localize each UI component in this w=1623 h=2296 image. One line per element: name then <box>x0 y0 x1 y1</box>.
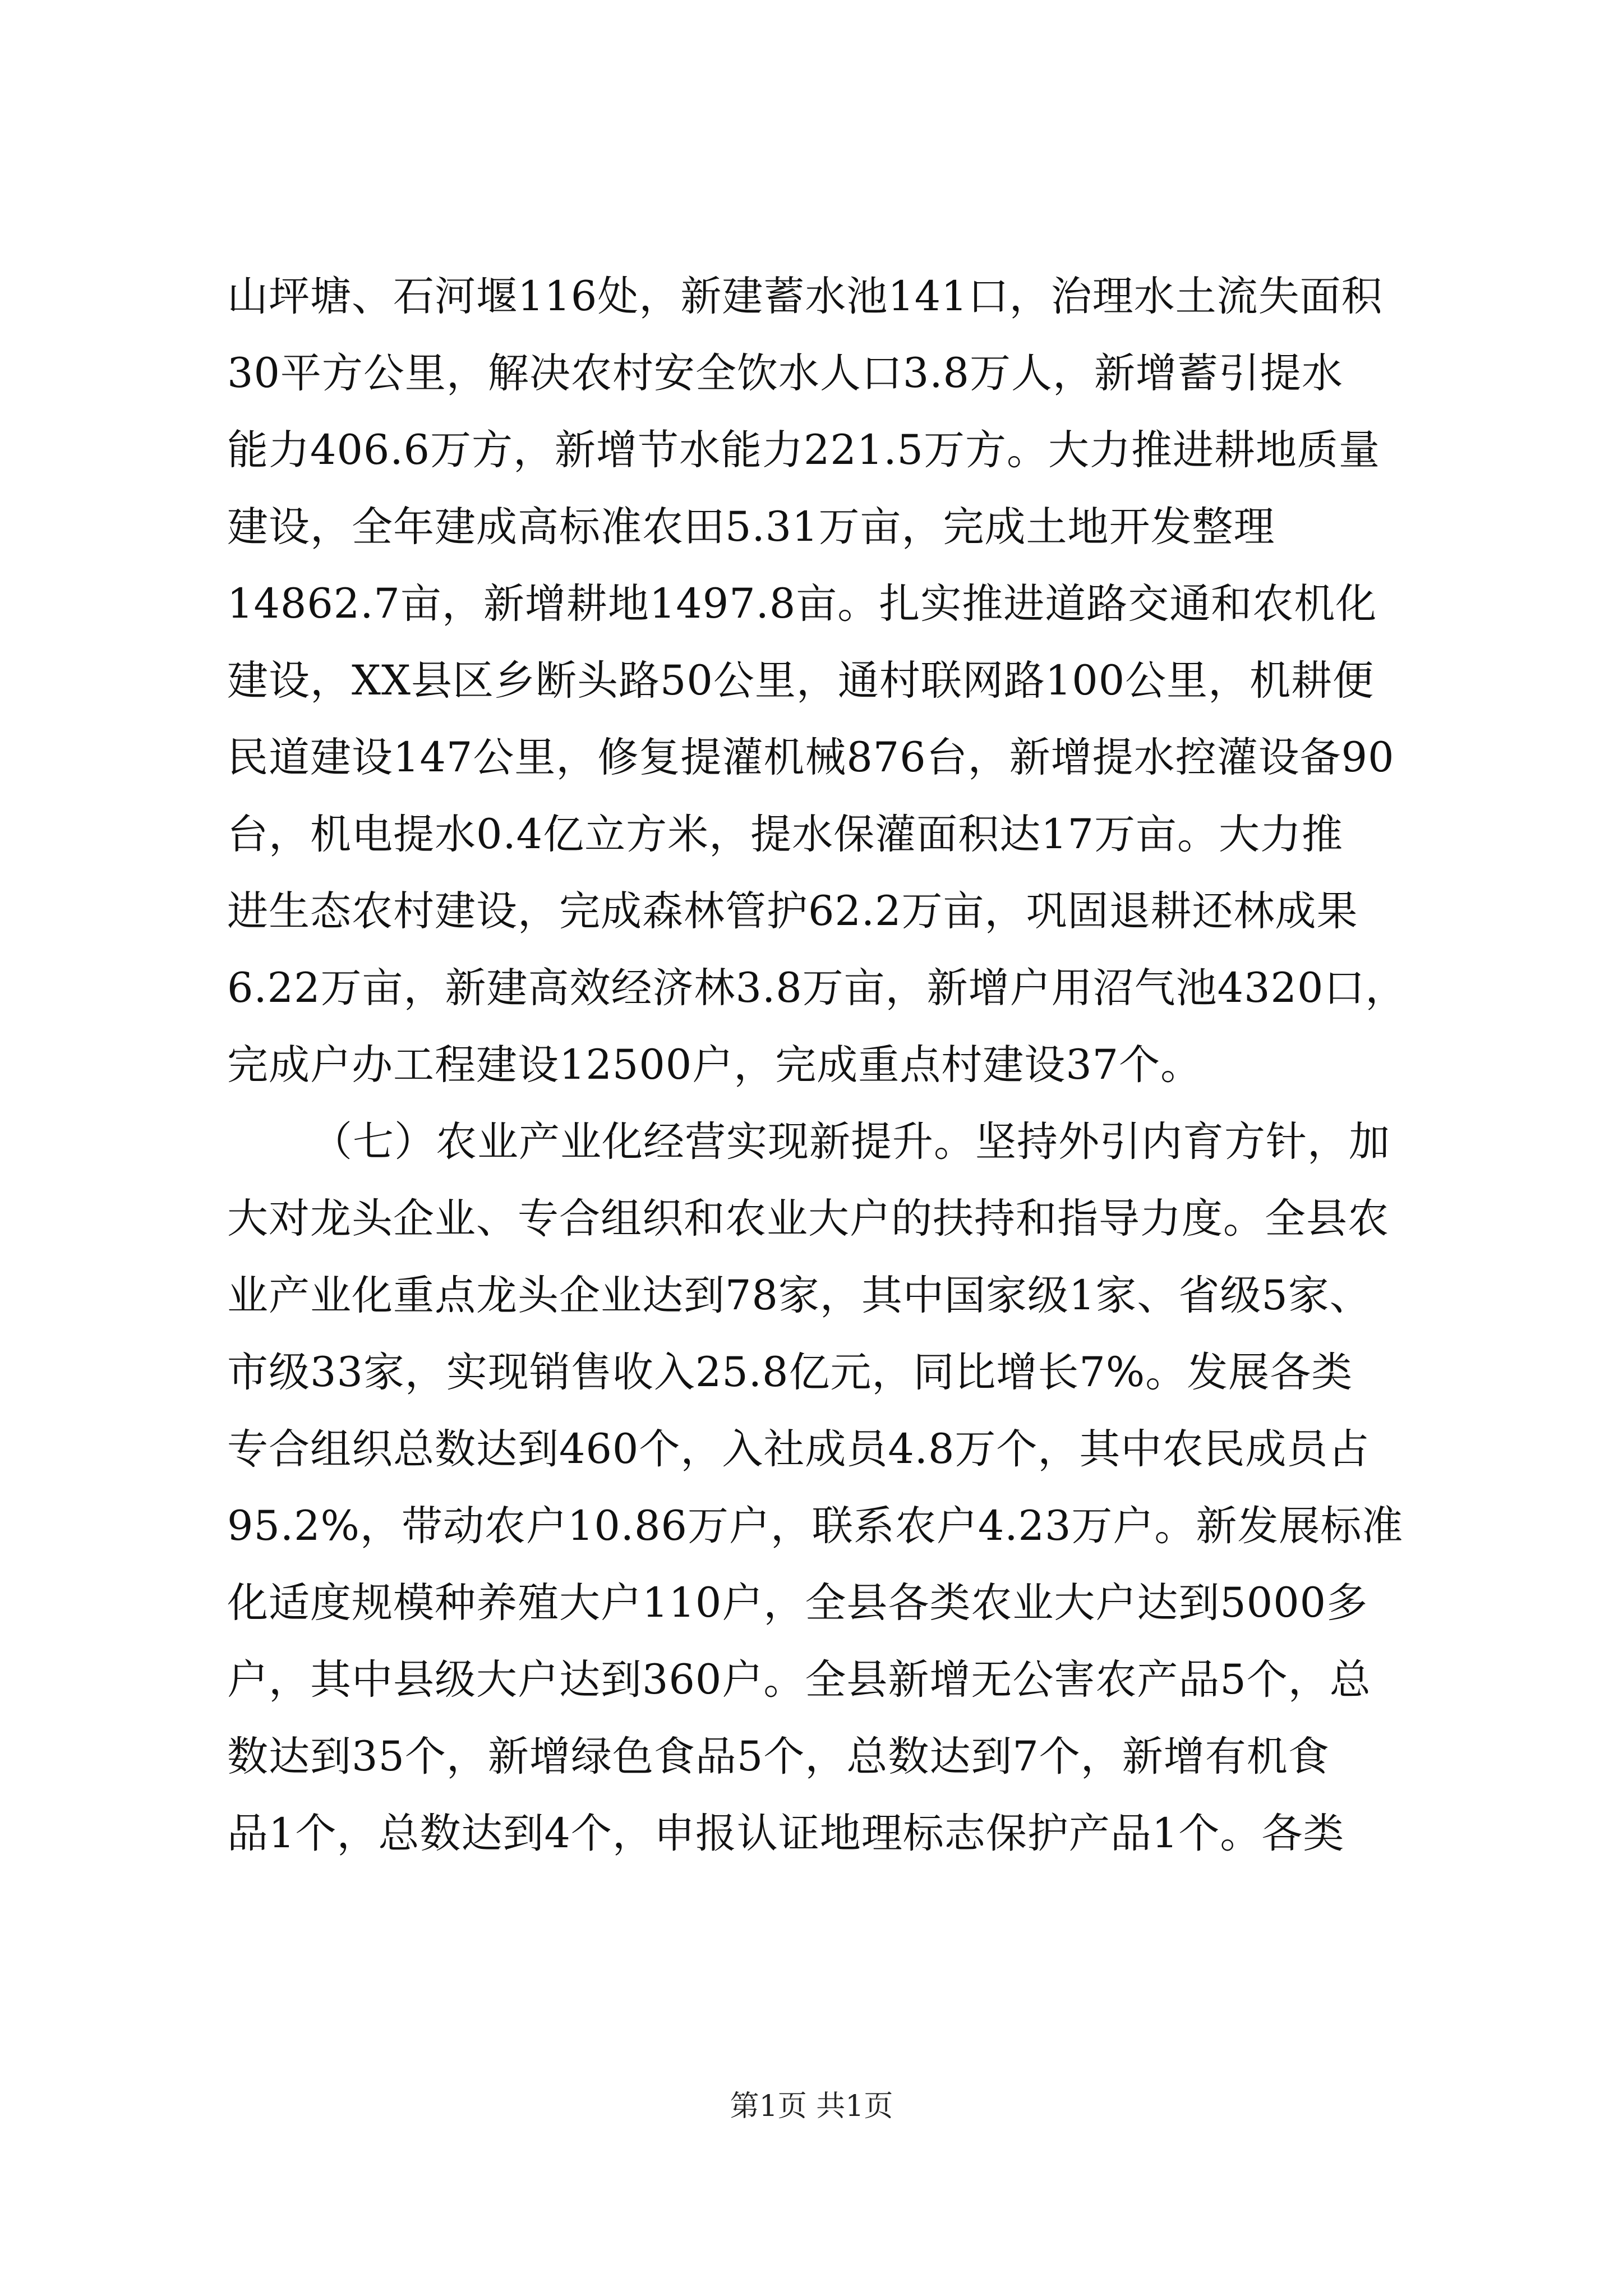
text-line: 完成户办工程建设12500户，完成重点村建设37个。 <box>227 1041 1202 1089</box>
text-line: 95.2%，带动农户10.86万户，联系农户4.23万户。新发展标准 <box>227 1502 1404 1550</box>
text-line: 14862.7亩，新增耕地1497.8亩。扎实推进道路交通和农机化 <box>227 580 1377 628</box>
text-line: 6.22万亩，新建高效经济林3.8万亩，新增户用沼气池4320口， <box>227 964 1407 1012</box>
text-line: 市级33家，实现销售收入25.8亿元，同比增长7%。发展各类 <box>227 1349 1353 1396</box>
text-line: 品1个，总数达到4个，申报认证地理标志保护产品1个。各类 <box>227 1810 1345 1857</box>
page-number-label: 第1页 共1页 <box>730 2090 893 2123</box>
text-line: 户，其中县级大户达到360户。全县新增无公害农产品5个，总 <box>227 1656 1371 1704</box>
text-line: 进生态农村建设，完成森林管护62.2万亩，巩固退耕还林成果 <box>227 887 1358 935</box>
text-line: 业产业化重点龙头企业达到78家，其中国家级1家、省级5家、 <box>227 1272 1371 1319</box>
paragraph-start-line: （七）农业产业化经营实现新提升。坚持外引内育方针，加 <box>311 1118 1390 1166</box>
page-footer <box>0 2087 1623 2126</box>
text-line: 能力406.6万方，新增节水能力221.5万方。大力推进耕地质量 <box>227 426 1380 474</box>
text-line: 数达到35个，新增绿色食品5个，总数达到7个，新增有机食 <box>227 1733 1330 1780</box>
text-line: 大对龙头企业、专合组织和农业大户的扶持和指导力度。全县农 <box>227 1195 1389 1243</box>
text-line: 台，机电提水0.4亿立方米，提水保灌面积达17万亩。大力推 <box>227 811 1343 858</box>
text-line: 建设，全年建成高标准农田5.31万亩，完成土地开发整理 <box>227 503 1275 551</box>
text-line: 建设，XX县区乡断头路50公里，通村联网路100公里，机耕便 <box>227 657 1375 705</box>
text-line: 民道建设147公里，修复提灌机械876台，新增提水控灌设备90 <box>227 734 1395 781</box>
text-line: 30平方公里，解决农村安全饮水人口3.8万人，新增蓄引提水 <box>227 349 1343 397</box>
text-line: 化适度规模种养殖大户110户，全县各类农业大户达到5000多 <box>227 1579 1368 1627</box>
document-body <box>227 258 1410 1872</box>
text-line: 山坪塘、石河堰116处，新建蓄水池141口，治理水土流失面积 <box>227 273 1383 320</box>
text-line: 专合组织总数达到460个，入社成员4.8万个，其中农民成员占 <box>227 1425 1370 1473</box>
